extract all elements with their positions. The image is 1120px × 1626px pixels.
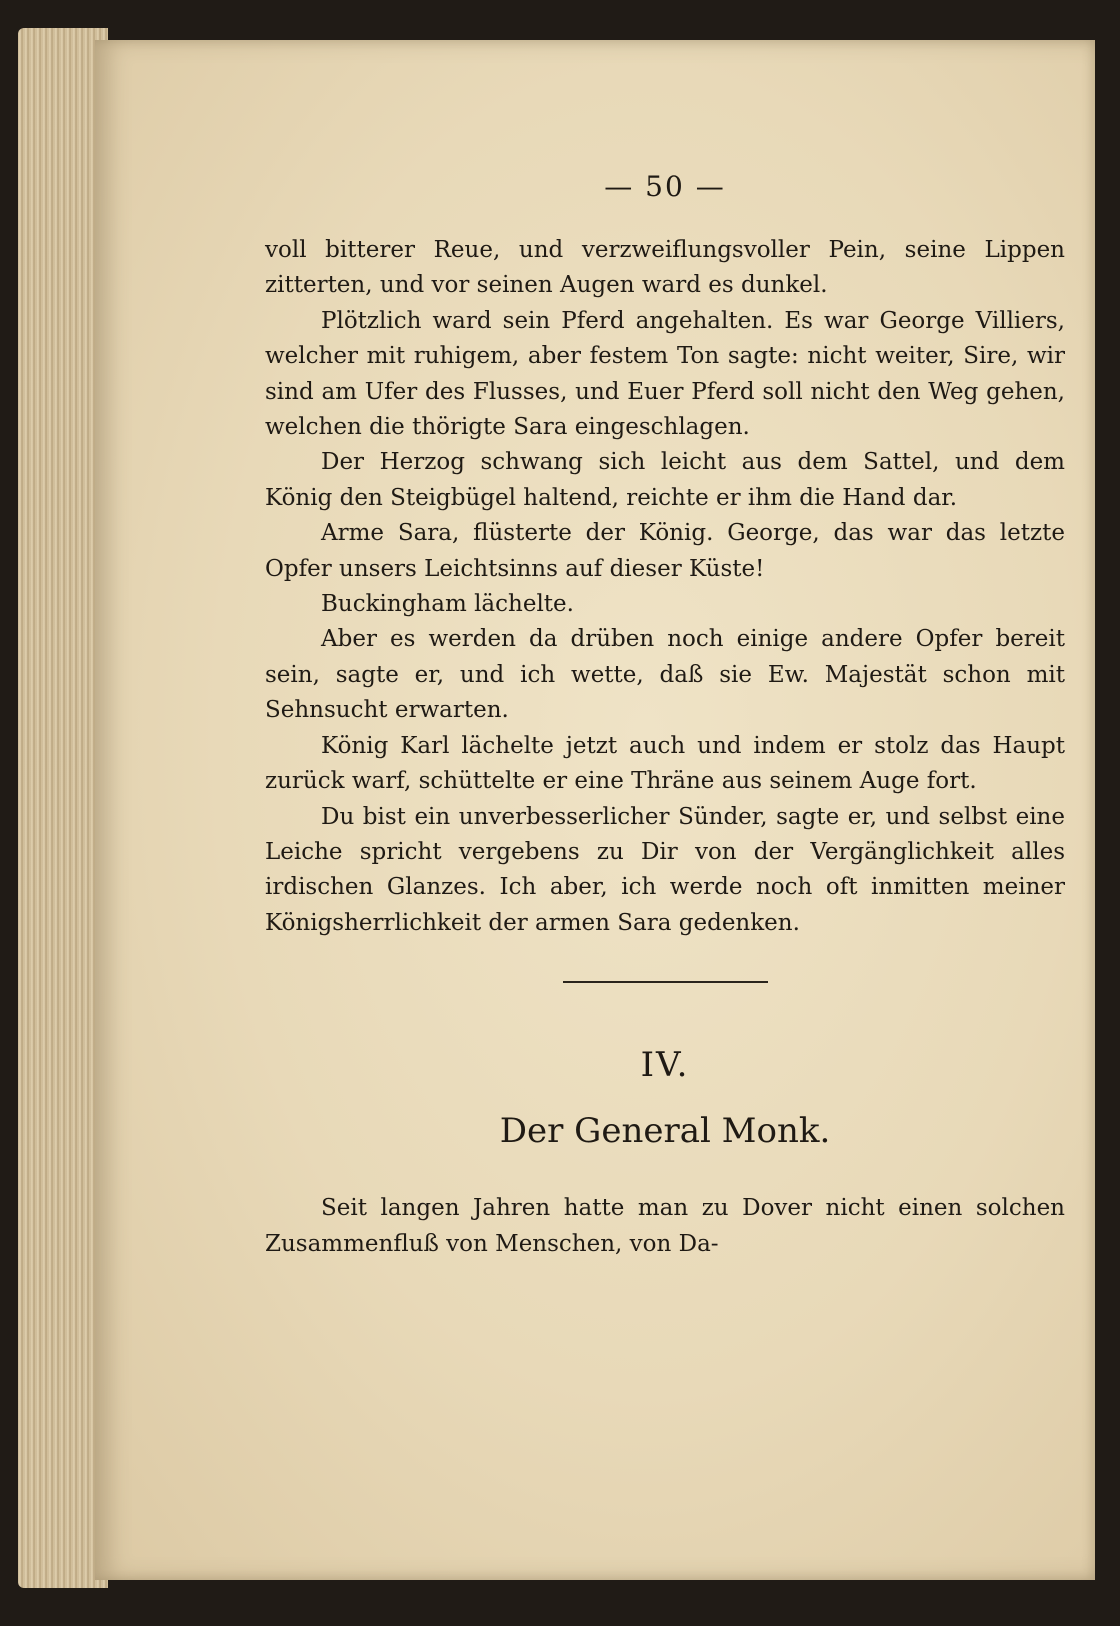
paragraph-4: Arme Sara, flüsterte der König. George, das war das letzte Opfer unsers Leichtsinns auf dieser Küste!	[265, 520, 1065, 582]
paragraph-5: Buckingham lächelte.	[321, 591, 574, 618]
paragraph-2: Plötzlich ward sein Pferd angehalten. Es war George Villiers, welcher mit ruhigem, aber festem Ton sagte: nicht weiter, Sire, wir sind am Ufer des Flusses, und Euer Pferd soll nicht den Weg gehen, welchen die thörigte Sara eingeschlagen.	[265, 307, 1065, 441]
paragraph-1: voll bitterer Reue, und verzweiflungsvoller Pein, seine Lippen zitterten, und vor seinen Augen ward es dunkel.	[265, 237, 1065, 299]
chapter-number: IV.	[640, 1045, 690, 1086]
chapter-title: Der General Monk.	[499, 1111, 831, 1152]
page-number: — 50 —	[604, 170, 726, 203]
paragraph-7: König Karl lächelte jetzt auch und indem er stolz das Haupt zurück warf, schüttelte er eine Thräne aus seinem Auge fort.	[265, 732, 1065, 795]
book-page	[95, 40, 1095, 1580]
paragraph-chapter-start: Seit langen Jahren hatte man zu Dover nicht einen solchen Zusammenfluß von Menschen, von Da-	[265, 1195, 1065, 1257]
page-content	[265, 170, 1065, 1262]
paragraph-3: Der Herzog schwang sich leicht aus dem Sattel, und dem König den Steigbügel haltend, reichte er ihm die Hand dar.	[265, 449, 1065, 511]
section-divider	[563, 981, 768, 983]
paragraph-8: Du bist ein unverbesserlicher Sünder, sagte er, und selbst eine Leiche spricht vergebens zu Dir von der Vergänglichkeit alles irdischen Glanzes. Ich aber, ich werde noch oft inmitten meiner Königsherrlichkeit der armen Sara gedenken.	[265, 803, 1065, 936]
paragraph-6: Aber es werden da drüben noch einige andere Opfer bereit sein, sagte er, und ich wette, daß sie Ew. Majestät schon mit Sehnsucht erwarten.	[265, 626, 1065, 724]
